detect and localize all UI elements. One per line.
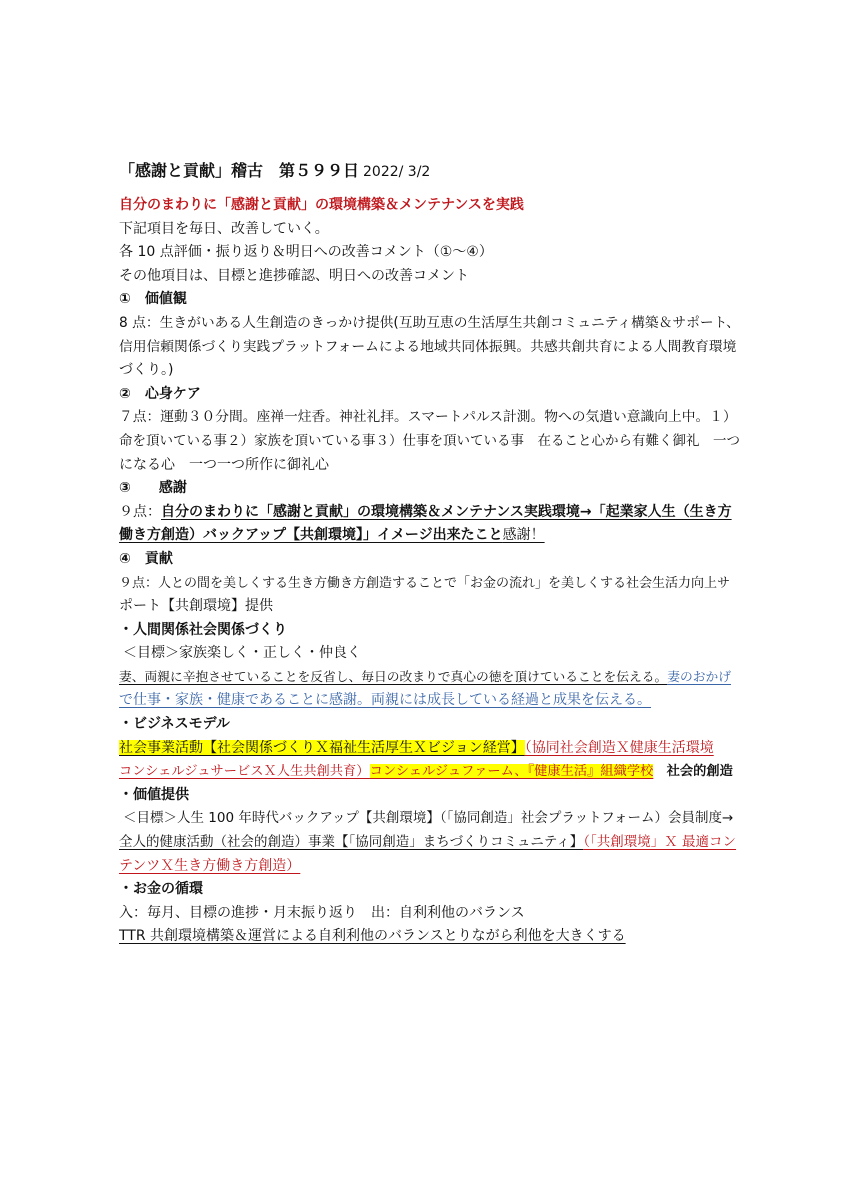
section-heading-business-model: ・ビジネスモデル (119, 716, 230, 733)
care-line: になる心 一つ一つ所作に御礼心 (119, 456, 329, 473)
section-heading-care: ② 心身ケア (119, 385, 201, 402)
values-line: 信用信頼関係づくり実践プラットフォームによる地域共同体振興。共感共創共育による人間教育環境 (119, 338, 737, 355)
relationships-blue-text: で仕事・家族・健康であることに感謝。両親には成長している経過と成果を伝える。 (119, 692, 651, 709)
business-highlight: 社会事業活動【社会関係づくりＸ福祉生活厚生Ｘビジョン経営】 (119, 739, 525, 756)
money-line: 入：毎月、目標の進捗・月末振り返り 出：自利利他のバランス (119, 904, 525, 921)
business-line (119, 737, 739, 761)
contribution-line: ポート【共創環境】提供 (119, 598, 273, 615)
title-text: 「感謝と貢献」稽古 第５９９日 (119, 161, 360, 180)
intro-line: その他項目は、目標と進捗確認、明日への改善コメント (119, 267, 469, 284)
relationships-line (119, 689, 739, 713)
value-red-text: テンツＸ生き方働き方創造） (119, 857, 301, 874)
page-title (119, 156, 739, 186)
contribution-line: ９点：人との間を美しくする生き方働き方創造することで「お金の流れ」を美しくする社会生活力向上サ (119, 575, 731, 591)
values-line: づくり。) (119, 362, 174, 379)
business-bold-text: 社会的創造 (666, 764, 733, 780)
relationships-line (119, 666, 739, 690)
gratitude-score: ９点： (119, 503, 161, 520)
value-line (119, 831, 739, 855)
values-line: 8 点：生きがいある人生創造のきっかけ提供(互助互恵の生活厚生共創コミュニティ構築＆サポート、 (119, 314, 740, 331)
business-highlight: コンシェルジュファーム、『健康生活』組織学校 (369, 764, 654, 780)
intro-line: 下記項目を毎日、改善していく。 (119, 220, 329, 237)
value-goal: ＜目標＞人生 100 年時代バックアップ【共創環境】（「協同創造」社会プラットフォーム）会員制度→ (123, 810, 734, 827)
section-heading-value-offer: ・価値提供 (119, 786, 189, 803)
gratitude-line (119, 501, 739, 525)
section-heading-contribution: ④ 貢献 (119, 550, 173, 567)
care-line: ７点：運動３０分間。座禅一炷香。神社礼拝。スマートパルス計測。物への気遣い意識向上中。１） (119, 409, 737, 426)
gratitude-line (119, 524, 739, 548)
care-line: 命を頂いている事２）家族を頂いている事３）仕事を頂いている事 在ること心から有難く御礼 一つ (119, 432, 740, 449)
relationships-blue-text: 妻のおかげ (667, 669, 731, 685)
relationships-goal: ＜目標＞家族楽しく・正しく・仲良く (123, 645, 361, 662)
gratitude-text: 働き方創造）バックアップ【共創環境】」イメージ出来たこと (119, 527, 503, 544)
business-red-text: （協同社会創造Ｘ健康生活環境 (524, 739, 714, 756)
money-line: TTR 共創環境構築＆運営による自利利他のバランスとりながら利他を大きくする (119, 928, 626, 945)
intro-line: 各 10 点評価・振り返り＆明日への改善コメント（①～④） (119, 244, 493, 261)
section-heading-gratitude: ③ 感謝 (119, 480, 187, 497)
section-heading-money-cycle: ・お金の循環 (119, 881, 203, 898)
business-line (119, 760, 739, 784)
value-text: 全人的健康活動（社会的創造）事業【「協同創造」まちづくりコミュニティ】 (119, 834, 584, 851)
section-heading-values: ① 価値観 (119, 291, 187, 308)
title-date: 2022/ 3/2 (363, 164, 431, 180)
gratitude-suffix: 感謝！ (502, 527, 545, 544)
relationships-text: 妻、両親に辛抱させていることを反省し、毎日の改まりで真心の徳を頂けていることを伝える。 (119, 669, 668, 685)
gratitude-text: 自分のまわりに「感謝と貢献」の環境構築＆メンテナンス実践環境→「起業家人生（生き方 (161, 503, 732, 520)
business-red-text: コンシェルジュサービスＸ人生共創共育） (119, 764, 370, 780)
value-red-text: （「共創環境」Ｘ 最適コン (583, 834, 737, 851)
document-body (119, 156, 739, 949)
value-line (119, 855, 739, 879)
section-heading-relationships: ・人間関係社会関係づくり (119, 621, 287, 638)
theme-line: 自分のまわりに「感謝と貢献」の環境構築＆メンテナンスを実践 (119, 197, 524, 213)
